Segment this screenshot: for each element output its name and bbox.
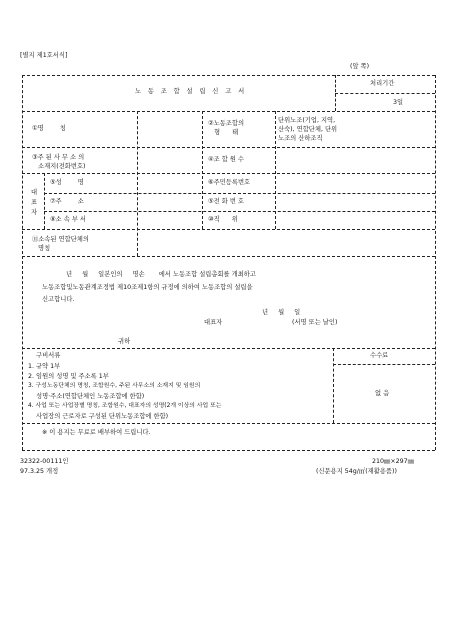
frame-left: [22, 75, 23, 450]
attachment-item: 성명·주소(연합단체인 노동조합에 한함): [28, 393, 145, 400]
divider: [335, 93, 435, 94]
processing-value: 3일: [393, 99, 404, 106]
representative-label: 대표자: [204, 319, 223, 326]
rep-id-label: ⑥주민등록번호: [208, 179, 251, 186]
attachment-item: 4. 사업 또는 사업장별 명칭, 조합원수, 대표자의 성명(2개 이상의 사업 또는: [28, 403, 222, 409]
row-line: [22, 256, 435, 257]
federation-label: ⑪소속된 연합단체의 명칭: [32, 236, 89, 253]
declaration-line-1: 년 월 일본인의 명손 에서 노동조합 설립총회를 개최하고: [66, 271, 256, 278]
attachments-heading: 구비서류: [36, 352, 61, 359]
row-line: [22, 147, 435, 148]
form-title: 노 동 조 합 설 립 신 고 서: [135, 88, 247, 95]
revision-date: 97.3.25 개정: [20, 468, 59, 475]
row-line: [22, 173, 435, 174]
frame-right: [435, 75, 436, 450]
row-line: [22, 229, 435, 230]
paper-type: (신문용지 54g/㎡(재활용품)): [316, 468, 397, 475]
rep-position-label: ⑩직 위: [208, 216, 238, 223]
representative-group-label: 대 표 자: [31, 189, 38, 217]
attachment-item: 1. 규약 1부: [28, 363, 61, 370]
rep-address-label: ⑦주 소: [50, 198, 84, 205]
frame-top: [22, 75, 435, 76]
form-number: 32322-00111인: [20, 458, 69, 465]
row-line: [44, 211, 435, 212]
divider: [22, 423, 435, 424]
field-name-label: ①명 칭: [32, 125, 66, 132]
form-code: [별지 제1호서식]: [20, 52, 68, 59]
fee-label: 수수료: [370, 352, 389, 359]
attachments-top: [22, 348, 435, 349]
col-line: [44, 173, 45, 229]
fee-value: 없 음: [375, 390, 390, 397]
office-label: ③주 된 사 무 소 의 소재지(전화번호): [32, 154, 86, 171]
rep-name-label: ⑤성 명: [50, 179, 84, 186]
divider: [333, 364, 435, 365]
addressee: 귀하: [118, 338, 131, 345]
row-line: [44, 193, 435, 194]
attachment-item: 사업장의 근로자로 구성된 단위노동조합에 한함): [28, 413, 169, 420]
signature-note: (서명 또는 날인): [292, 319, 338, 326]
declaration-line-2: 노동조합및노동관계조정법 제10조제1항의 규정에 의하여 노동조합의 설립을: [42, 284, 253, 291]
col-line: [202, 111, 203, 229]
col-line: [275, 111, 276, 229]
row-line: [22, 111, 435, 112]
rep-phone-label: ⑤전 화 번 호: [208, 198, 244, 205]
attachment-item: 2. 임원의 성명 및 주소록 1부: [28, 373, 109, 380]
col-line: [137, 111, 138, 256]
rep-dept-label: ⑧소 속 부 서: [50, 216, 86, 223]
processing-label: 처리기간: [370, 80, 395, 87]
frame-bottom: [22, 450, 435, 451]
free-distribution-note: ※ 이 용지는 무료로 배부하여 드립니다.: [42, 429, 151, 436]
union-type-label: ②노동조합의 형 태: [208, 120, 245, 137]
declaration-line-3: 신고합니다.: [42, 296, 75, 303]
attachment-item: 3. 구성노동단체의 명칭, 조합원수, 주된 사무소의 소재지 및 임원의: [28, 383, 201, 389]
declaration-date: 년 월 일: [262, 309, 301, 316]
members-label: ④조 합 원 수: [208, 156, 244, 163]
union-type-value: 단위노조(기업, 지역, 산숙), 연합단체, 단위 노조의 산하조직: [278, 117, 338, 143]
fee-box-left: [333, 348, 334, 423]
page-side-label: (앞 쪽): [350, 63, 370, 70]
paper-size: 210㎜×297㎜: [372, 458, 414, 465]
